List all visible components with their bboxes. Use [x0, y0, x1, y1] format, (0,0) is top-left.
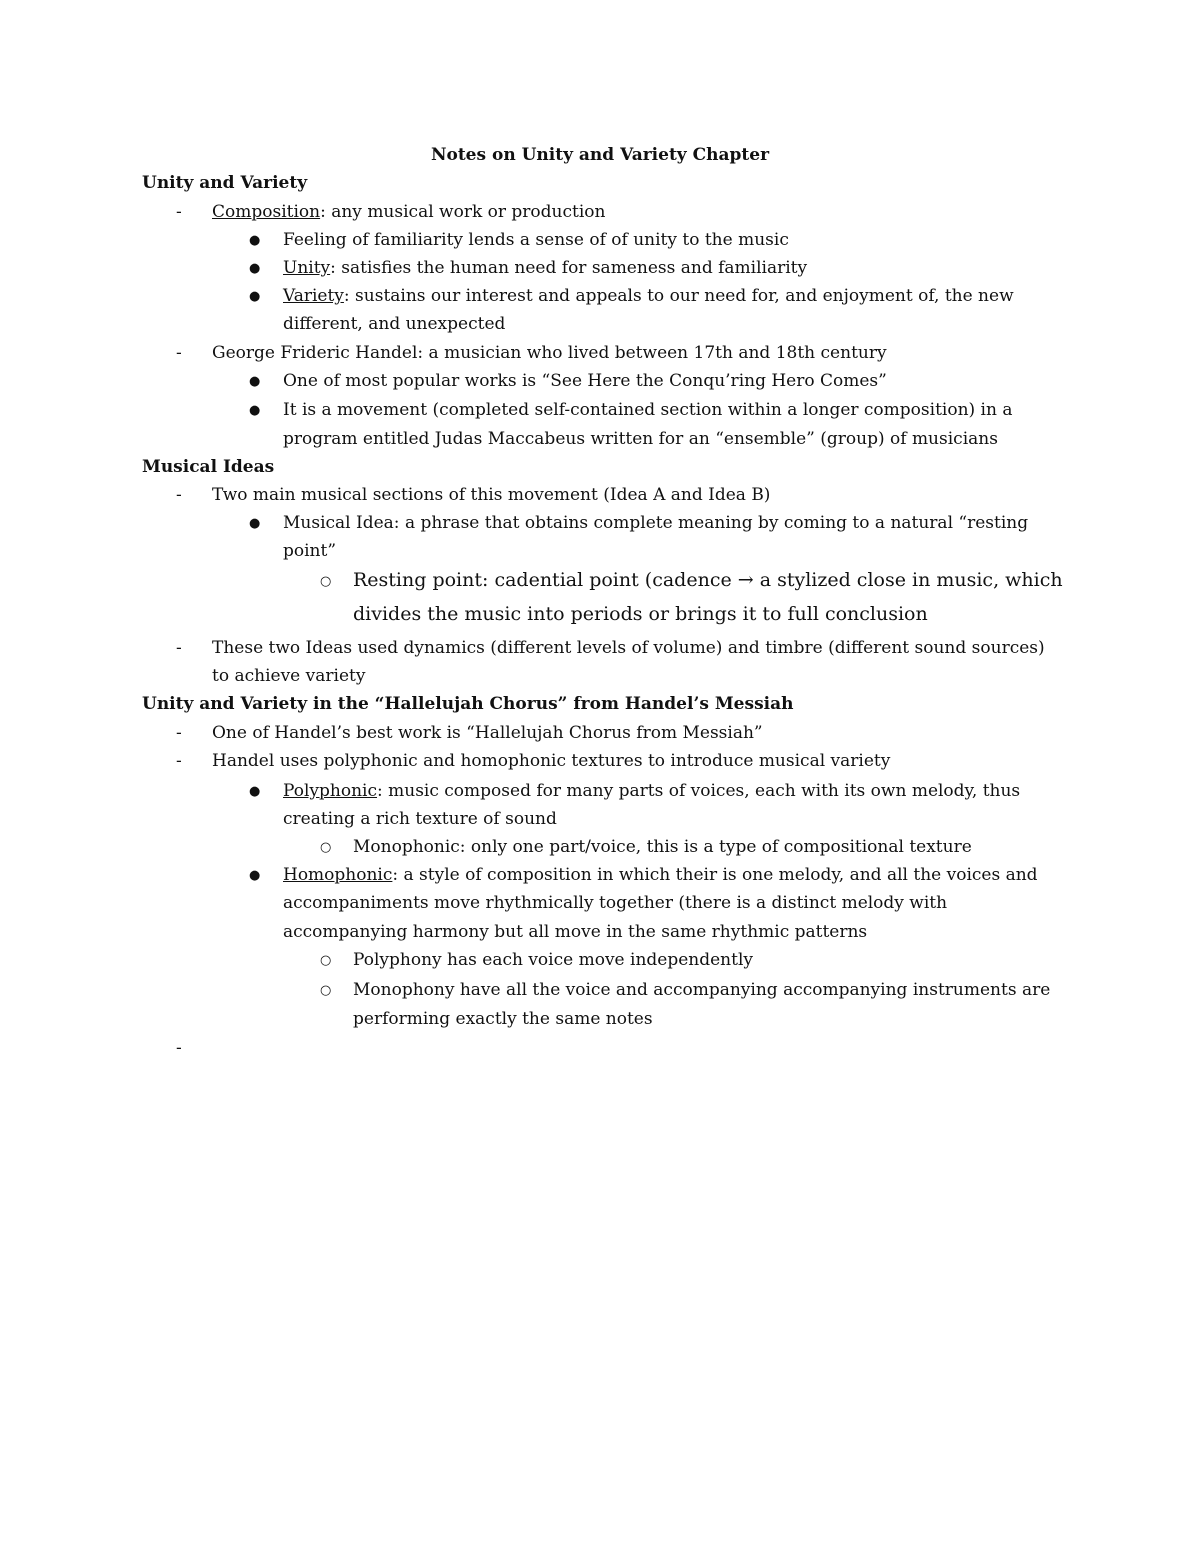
list-item: Handel uses polyphonic and homophonic textures to introduce musical variety	[212, 751, 891, 771]
dash-marker: -	[176, 485, 182, 505]
item-text: : a style of composition in which their is one melody, and all the voices and	[392, 865, 1038, 885]
list-item-continuation: to achieve variety	[212, 666, 366, 686]
dash-marker: -	[176, 1038, 182, 1058]
dash-marker: -	[176, 751, 182, 771]
list-item: Monophonic: only one part/voice, this is a type of compositional texture	[353, 837, 972, 857]
bullet-marker: ●	[249, 403, 261, 418]
bullet-marker: ●	[249, 233, 261, 248]
list-item-continuation: program entitled Judas Maccabeus written for an “ensemble” (group) of musicians	[283, 429, 998, 449]
item-text: : satisfies the human need for sameness and familiarity	[330, 258, 808, 278]
dash-marker: -	[176, 343, 182, 363]
list-item: One of most popular works is “See Here the Conqu’ring Hero Comes”	[283, 371, 887, 391]
term-polyphonic: Polyphonic	[283, 781, 377, 801]
list-item-continuation: performing exactly the same notes	[353, 1009, 653, 1029]
circle-marker: ○	[320, 574, 332, 589]
bullet-marker: ●	[249, 289, 261, 304]
term-variety: Variety	[283, 286, 344, 306]
section-heading-musical-ideas: Musical Ideas	[142, 457, 275, 477]
dash-marker: -	[176, 723, 182, 743]
list-item-continuation: creating a rich texture of sound	[283, 809, 557, 829]
list-item: It is a movement (completed self-contained section within a longer composition) in a	[283, 400, 1013, 420]
list-item: Resting point: cadential point (cadence → a stylized close in music, which	[353, 569, 1063, 591]
item-text: : any musical work or production	[320, 202, 606, 222]
bullet-marker: ●	[249, 868, 261, 883]
item-text: : music composed for many parts of voices, each with its own melody, thus	[377, 781, 1021, 801]
list-item-continuation: divides the music into periods or brings it to full conclusion	[353, 603, 928, 625]
page-title: Notes on Unity and Variety Chapter	[430, 145, 770, 165]
circle-marker: ○	[320, 983, 332, 998]
dash-marker: -	[176, 638, 182, 658]
list-item: Feeling of familiarity lends a sense of of unity to the music	[283, 230, 789, 250]
list-item	[283, 780, 1020, 802]
circle-marker: ○	[320, 840, 332, 855]
term-composition: Composition	[212, 202, 321, 222]
list-item-continuation: different, and unexpected	[283, 314, 506, 334]
list-item: These two Ideas used dynamics (different levels of volume) and timbre (different sound sources)	[212, 638, 1045, 658]
list-item-continuation: accompanying harmony but all move in the same rhythmic patterns	[283, 922, 868, 942]
bullet-marker: ●	[249, 374, 261, 389]
list-item: Monophony have all the voice and accompanying accompanying instruments are	[353, 980, 1051, 1000]
term-homophonic: Homophonic	[283, 865, 393, 885]
bullet-marker: ●	[249, 516, 261, 531]
bullet-marker: ●	[249, 784, 261, 799]
item-text: : sustains our interest and appeals to our need for, and enjoyment of, the new	[343, 286, 1014, 306]
list-item	[283, 257, 807, 279]
list-item	[283, 285, 1014, 307]
section-heading-hallelujah: Unity and Variety in the “Hallelujah Chorus” from Handel’s Messiah	[142, 694, 794, 714]
list-item-continuation: accompaniments move rhythmically together (there is a distinct melody with	[283, 893, 948, 913]
section-heading-unity-variety: Unity and Variety	[142, 173, 308, 193]
list-item-continuation: point”	[283, 541, 337, 561]
dash-marker: -	[176, 202, 182, 222]
circle-marker: ○	[320, 953, 332, 968]
bullet-marker: ●	[249, 261, 261, 276]
list-item: Two main musical sections of this movement (Idea A and Idea B)	[212, 485, 771, 505]
list-item: One of Handel’s best work is “Hallelujah Chorus from Messiah”	[212, 723, 763, 743]
term-unity: Unity	[283, 258, 331, 278]
list-item	[283, 864, 1038, 886]
list-item: George Frideric Handel: a musician who lived between 17th and 18th century	[212, 343, 887, 363]
list-item	[212, 201, 605, 223]
list-item: Musical Idea: a phrase that obtains complete meaning by coming to a natural “resting	[283, 513, 1029, 533]
list-item: Polyphony has each voice move independently	[353, 950, 753, 970]
